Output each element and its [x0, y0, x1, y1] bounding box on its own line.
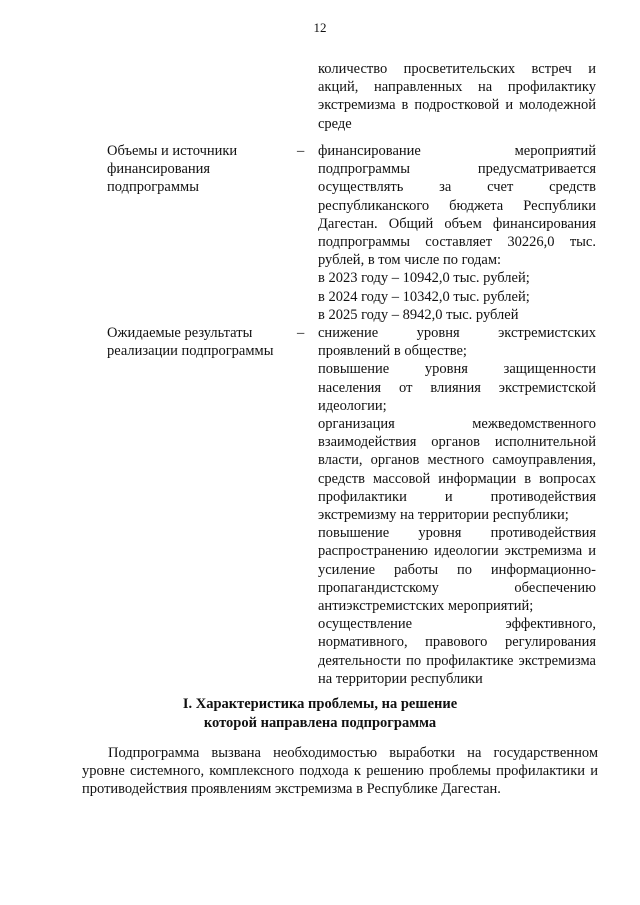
row-value-item: осуществление эффективного, нормативного, правового регулирования деятельности по профилактике экстремизма на территории республики [318, 616, 596, 687]
row-label: Ожидаемые результаты реализации подпрограммы [107, 325, 274, 360]
section-heading-line: которой направлена подпрограмма [203, 714, 437, 731]
row-value-item: в 2025 году – 8942,0 тыс. рублей [318, 306, 519, 323]
row-value [318, 142, 596, 324]
row-value-item: количество просветительских встреч и акций, направленных на профилактику экстремизма в подростковой и молодежной среде [318, 61, 596, 132]
row-label: Объемы и источники финансирования подпрограммы [107, 143, 238, 196]
row-value [318, 324, 596, 688]
row-value-item: повышение уровня противодействия распространению идеологии экстремизма и усиление работы по информационно-пропагандистскому обеспечению антиэкстремистских мероприятий; [318, 525, 596, 615]
row-value-item: в 2023 году – 10942,0 тыс. рублей; [318, 270, 530, 287]
row-dash: – [297, 325, 305, 341]
section-heading-line: I. Характеристика проблемы, на решение [182, 696, 458, 712]
row-value-item: повышение уровня защищенности населения от влияния экстремистской идеологии; [318, 361, 596, 414]
page-number: 12 [313, 20, 327, 35]
row-value-item: в 2024 году – 10342,0 тыс. рублей; [318, 288, 530, 305]
row-value [318, 60, 596, 133]
row-value-item: организация межведомственного взаимодействия органов исполнительной власти, органов местного самоуправления, средств массовой информации в вопросах профилактики и противодействия экстремизму на территории республики; [318, 416, 596, 524]
section-heading [0, 695, 640, 732]
row-dash: – [297, 143, 305, 159]
row-value-item: финансирование мероприятий подпрограммы предусматривается осуществлять за счет средств республиканского бюджета Республики Дагестан. Общий объем финансирования подпрограммы составляет 30226,0 тыс. рублей, в том числе по годам: [318, 143, 596, 269]
row-value-item: снижение уровня экстремистских проявлений в обществе; [318, 325, 596, 360]
body-paragraph: Подпрограмма вызвана необходимостью выработки на государственном уровне системного, комплексного подхода к решению проблемы профилактики и противодействия проявлениям экстремизма в Республике Дагестан. [82, 745, 598, 798]
